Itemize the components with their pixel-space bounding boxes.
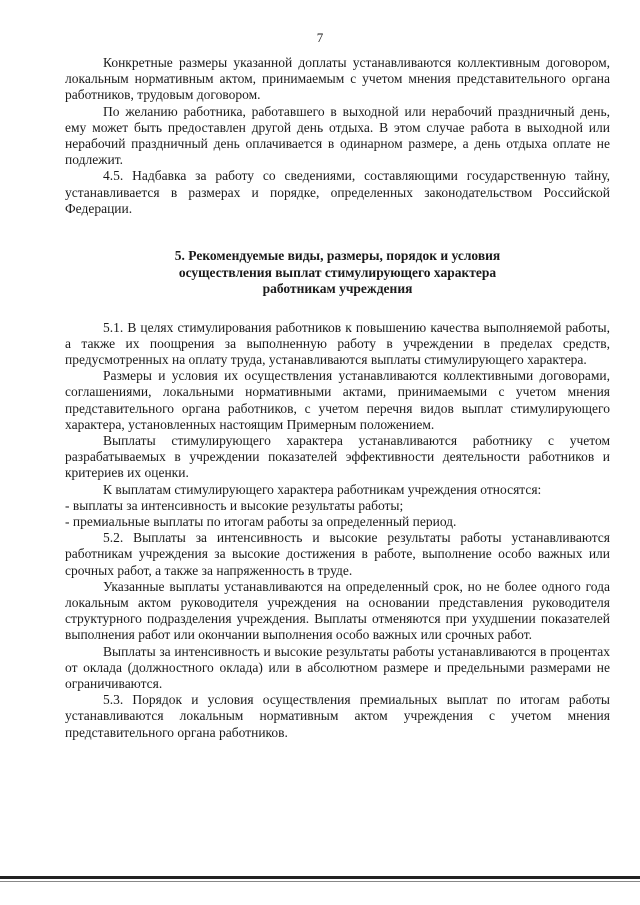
section-heading-line: осуществления выплат стимулирующего характера [178,264,497,280]
paragraph: Размеры и условия их осуществления устанавливаются коллективными договорами, соглашениями, локальными нормативными актами, принимаемыми с учетом мнения представительного органа работников, с учетом перечня видов выплат стимулирующего характера, установленных настоящим Примерным положением. [65,368,610,432]
bottom-divider-thin [0,881,640,882]
paragraph: Конкретные размеры указанной доплаты устанавливаются коллективным договором, локальным нормативным актом, принимаемым с учетом мнения представительного органа работников, трудовым договором. [65,55,610,103]
bottom-divider [0,876,640,879]
list-item: - выплаты за интенсивность и высокие результаты работы; [65,497,404,513]
paragraph: К выплатам стимулирующего характера работникам учреждения относятся: [103,481,542,497]
paragraph: Выплаты за интенсивность и высокие результаты работы устанавливаются в процентах от оклада (должностного оклада) или в абсолютном размере и предельными размерами не ограничиваются. [65,643,610,691]
paragraph: 5.3. Порядок и условия осуществления премиальных выплат по итогам работы устанавливаются локальным нормативным актом учреждения с учетом мнения представительного органа работников. [65,692,610,740]
document-body [65,55,610,741]
section-heading-line: 5. Рекомендуемые виды, размеры, порядок и условия [174,248,501,264]
paragraph: Выплаты стимулирующего характера устанавливаются работнику с учетом разрабатываемых в учреждении показателей эффективности деятельности работников и критериев их оценки. [65,432,610,481]
section-heading-line: работникам учреждения [262,281,413,297]
paragraph: По желанию работника, работавшего в выходной или нерабочий праздничный день, ему может быть предоставлен другой день отдыха. В этом случае работа в выходной или нерабочий праздничный день оплачивается в одинарном размере, а день отдыха оплате не подлежит. [65,103,610,168]
section-heading [65,248,610,298]
list-item: - премиальные выплаты по итогам работы за определенный период. [65,513,457,529]
paragraph: 5.1. В целях стимулирования работников к повышению качества выполняемой работы, а также их поощрения за выполненную работу в учреждении в пределах средств, предусмотренных на оплату труда, устанавливаются выплаты стимулирующего характера. [65,319,610,367]
paragraph: Указанные выплаты устанавливаются на определенный срок, но не более одного года локальным актом руководителя учреждения на основании представления руководителя структурного подразделения учреждения. Выплаты отменяются при ухудшении показателей выполнения работ или окончании выполнения особо важных или срочных работ. [65,578,610,643]
paragraph: 5.2. Выплаты за интенсивность и высокие результаты работы устанавливаются работникам учреждения за высокие достижения в работе, выполнение особо важных или срочных работ, а также за напряженность в труде. [65,530,610,578]
paragraph: 4.5. Надбавка за работу со сведениями, составляющими государственную тайну, устанавливается в размерах и порядке, определенных законодательством Российской Федерации. [65,168,610,216]
page-number: 7 [316,30,324,45]
